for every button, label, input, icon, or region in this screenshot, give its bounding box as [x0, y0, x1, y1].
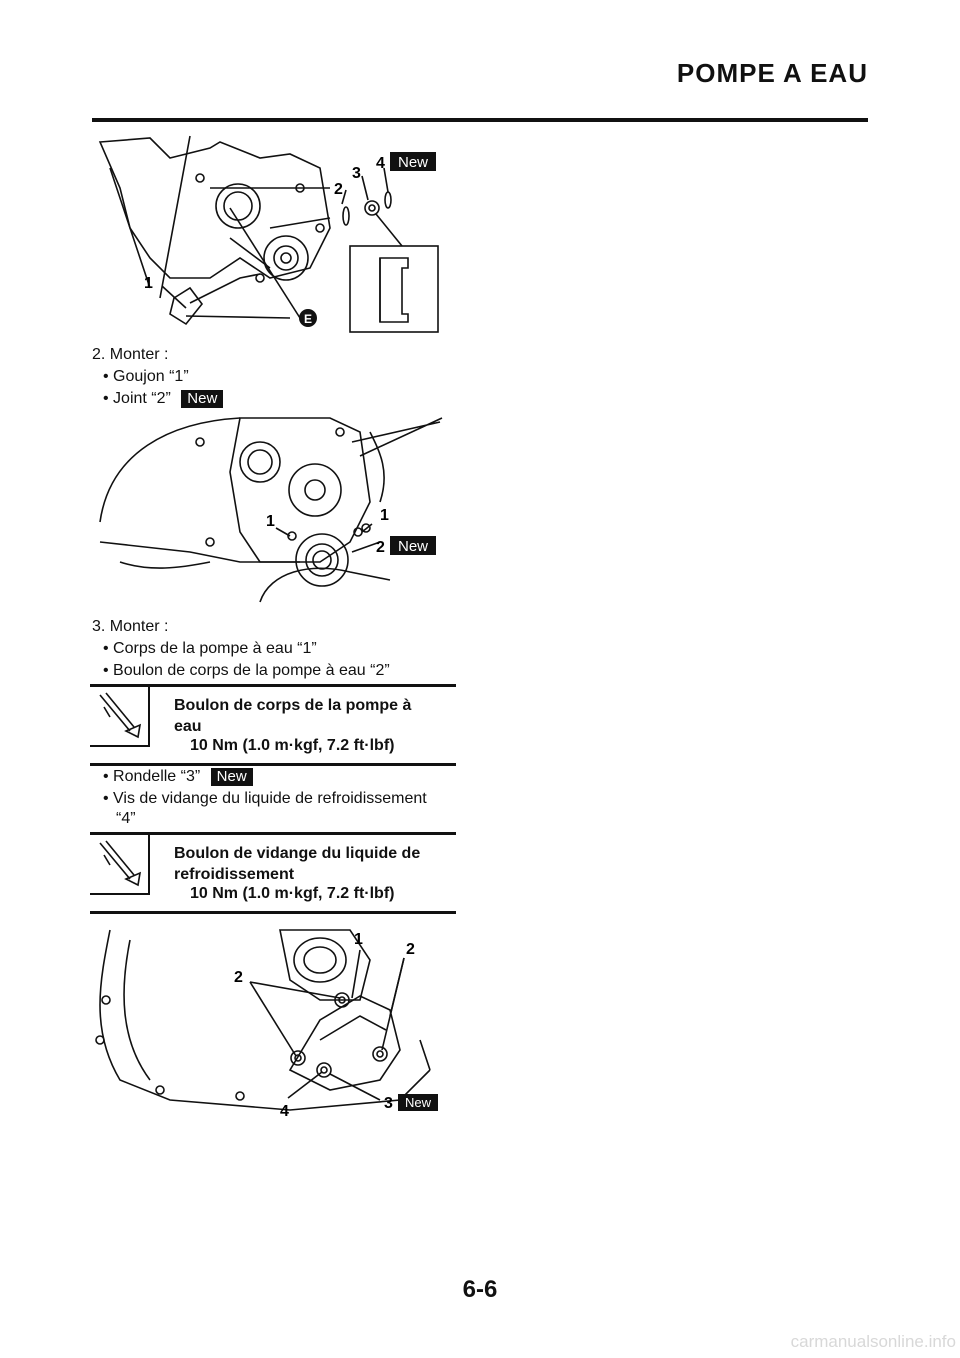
new-badge: New [404, 1095, 432, 1110]
step-2-item-1: • Goujon “1” [103, 368, 189, 385]
step-3-item-2: • Boulon de corps de la pompe à eau “2” [103, 662, 390, 679]
page-title: POMPE A EAU [676, 58, 868, 88]
callout-4: 4 [376, 155, 385, 172]
step-3-item-4: • Vis de vidange du liquide de refroidissement [103, 790, 427, 807]
page-number: 6-6 [462, 1276, 498, 1303]
new-badge: New [211, 768, 253, 786]
torque-spec-drain-bolt [90, 832, 456, 914]
spec-label-line-2: refroidissement [174, 866, 295, 883]
spec-label-line-2: eau [174, 718, 202, 735]
spec-label-line-1: Boulon de corps de la pompe à [174, 697, 412, 714]
callout-3: 3 [352, 165, 361, 182]
step-3-item-3 [103, 766, 253, 788]
new-badge: New [397, 538, 429, 555]
step-3-item-4-cont: “4” [116, 810, 136, 827]
callout-2: 2 [334, 181, 343, 198]
torque-wrench-icon [90, 687, 150, 747]
callout-1: 1 [144, 275, 153, 292]
step-3-heading: 3. Monter : [92, 618, 169, 635]
torque-spec-pump-body-bolt [90, 684, 456, 766]
callout-1: 1 [380, 507, 389, 524]
spec-label-line-1: Boulon de vidange du liquide de [174, 845, 421, 862]
spec-value: 10 Nm (1.0 m·kgf, 7.2 ft·lbf) [190, 885, 395, 902]
callout-1: 1 [354, 931, 363, 948]
new-badge: New [181, 390, 223, 408]
callout-4: 4 [280, 1103, 289, 1120]
figure-water-pump-cover [90, 920, 450, 1120]
step-3-item-3-text: • Rondelle “3” [103, 768, 201, 785]
new-badge: New [397, 154, 429, 171]
step-2-item-2 [103, 388, 223, 410]
torque-wrench-icon [90, 835, 150, 895]
step-3-item-1: • Corps de la pompe à eau “1” [103, 640, 317, 657]
watermark: carmanualsonline.info [790, 1332, 956, 1351]
spec-value: 10 Nm (1.0 m·kgf, 7.2 ft·lbf) [190, 737, 395, 754]
step-2-heading: 2. Monter : [92, 346, 169, 363]
callout-1: 1 [266, 513, 275, 530]
callout-2: 2 [234, 969, 243, 986]
lube-mark-e: E [303, 312, 313, 326]
step-2-item-2-text: • Joint “2” [103, 390, 171, 407]
callout-3: 3 [384, 1095, 393, 1112]
callout-2: 2 [406, 941, 415, 958]
callout-2: 2 [376, 539, 385, 556]
figure-impeller-seal [90, 128, 450, 340]
figure-dowel-gasket [90, 412, 450, 612]
header-rule [92, 118, 868, 122]
